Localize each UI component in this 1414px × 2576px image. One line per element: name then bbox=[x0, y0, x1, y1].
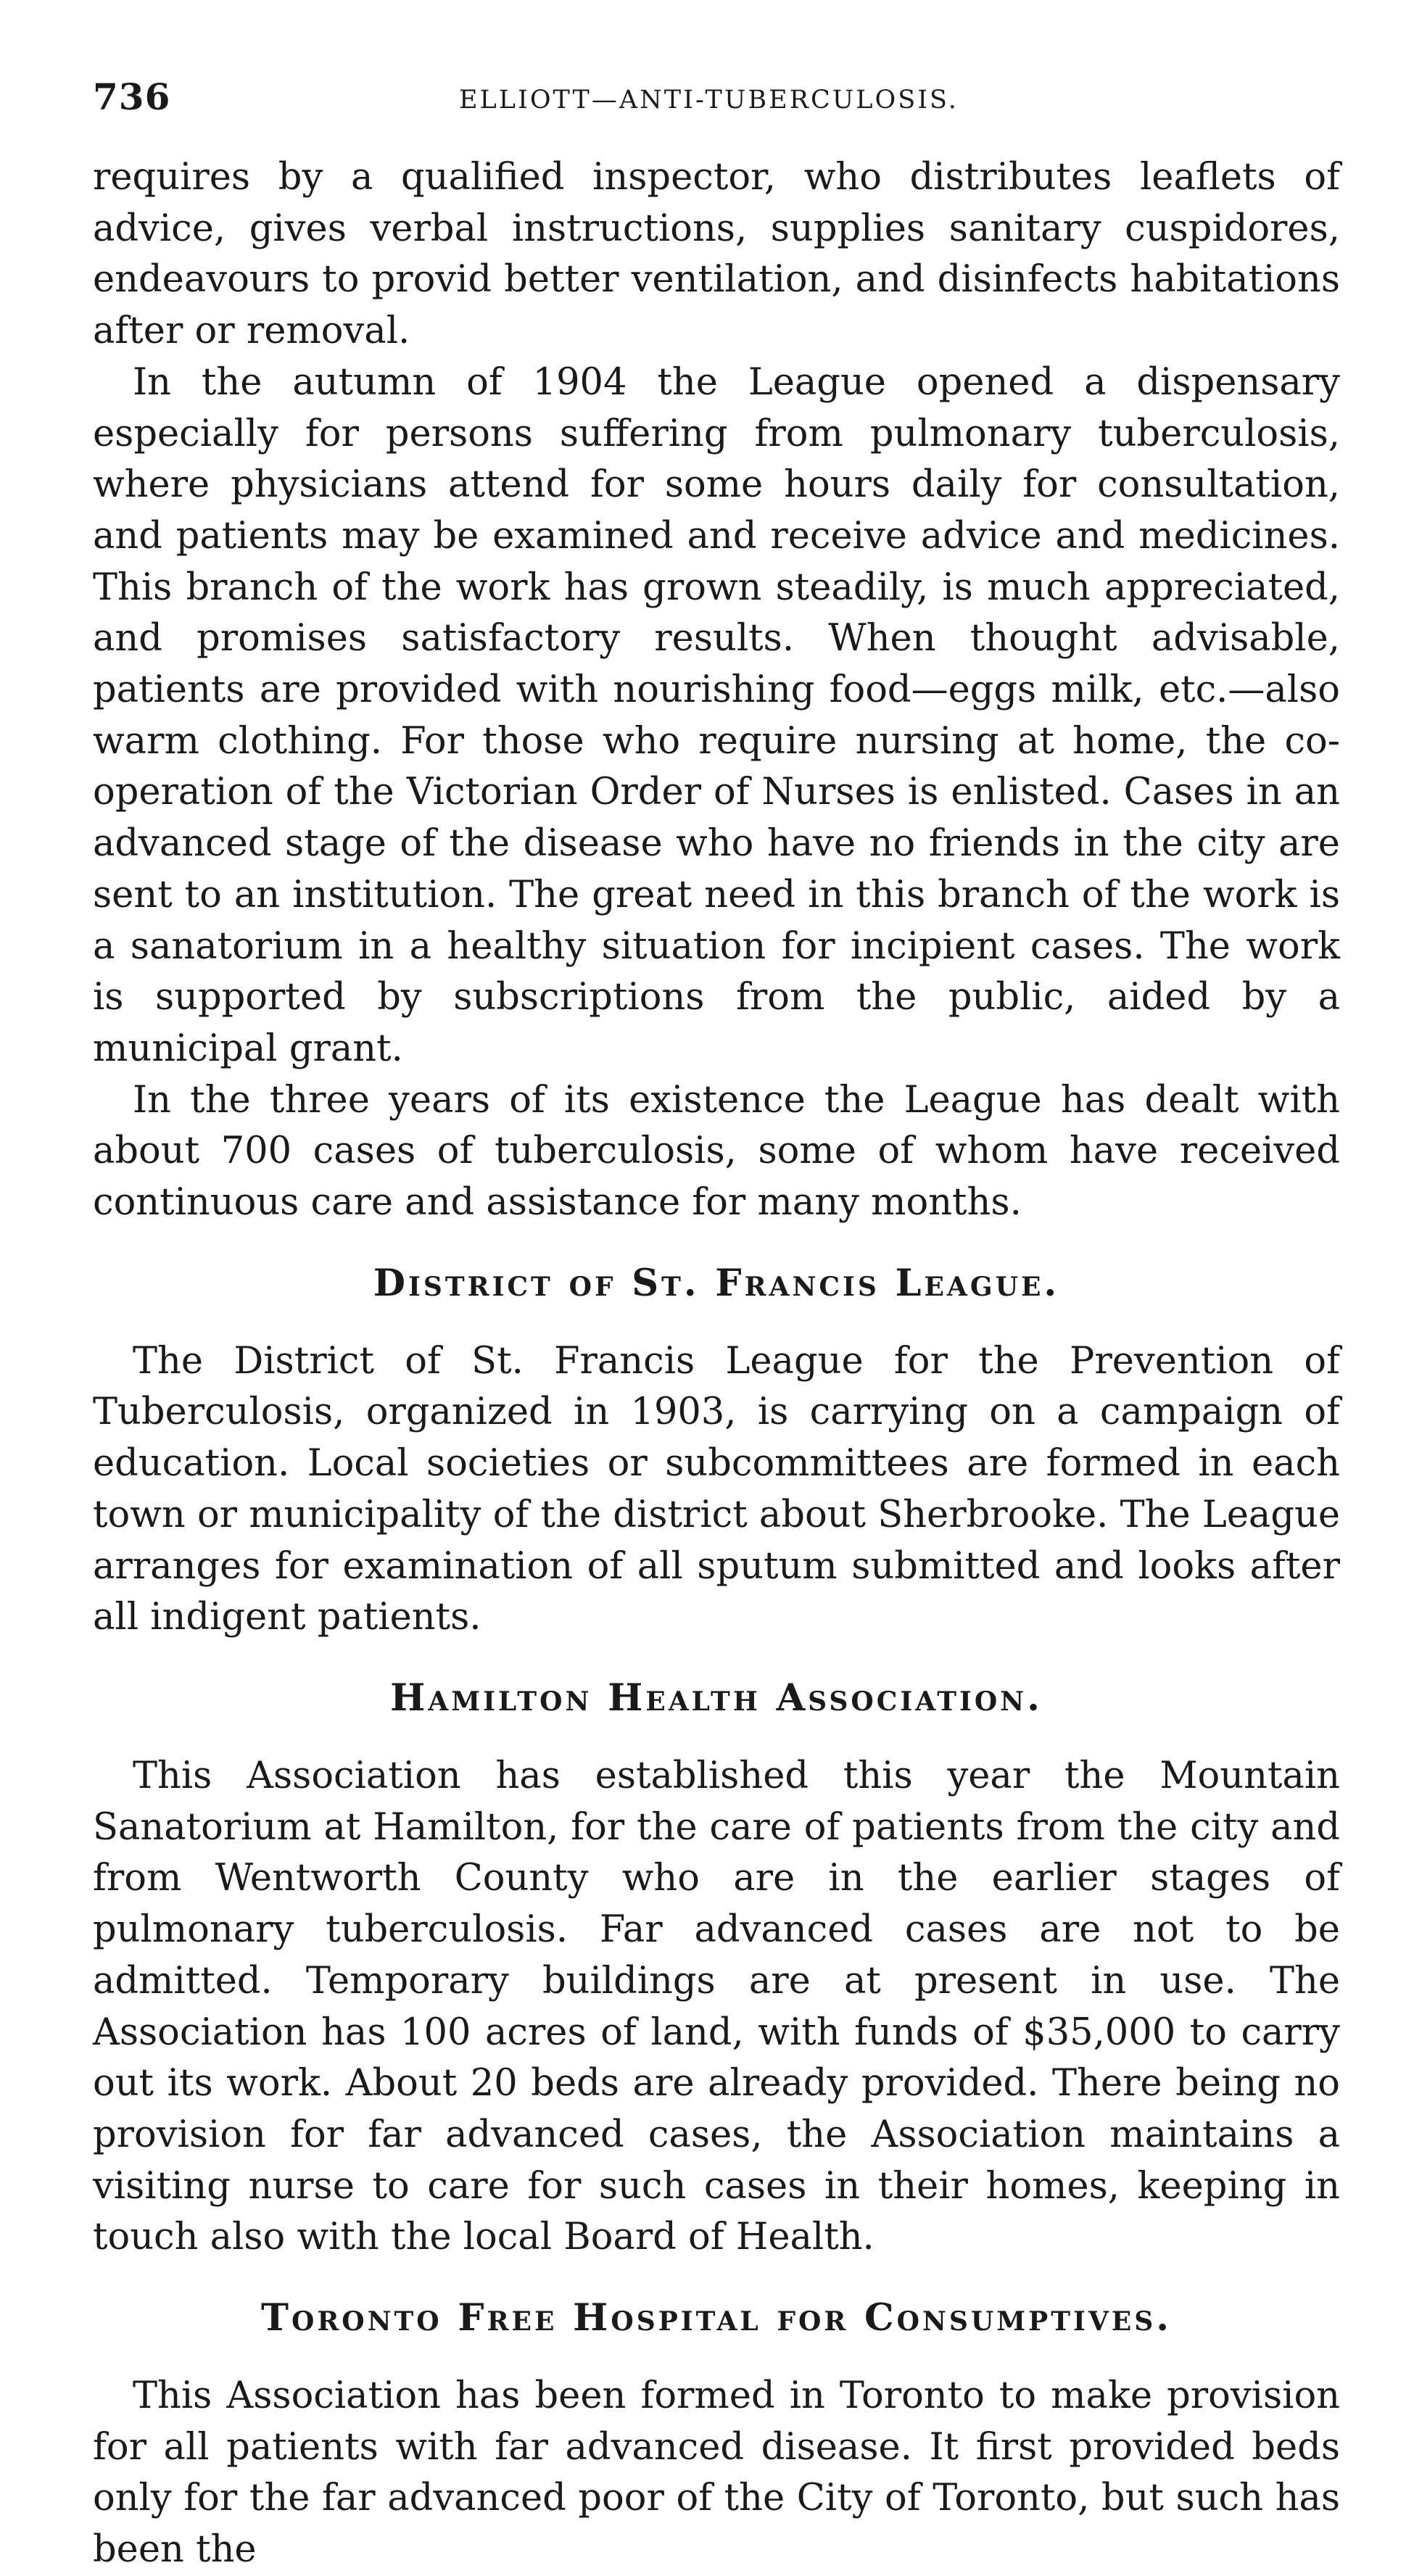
running-header bbox=[93, 75, 1355, 126]
paragraph-three-years: In the three years of its existence the League has dealt with about 700 cases of tuberculosis, some of whom have received continuous care and assistance for many months. bbox=[93, 1078, 1340, 1225]
paragraph-dispensary: In the autumn of 1904 the League opened a dispensary especially for persons suffering from pulmonary tuberculosis, where physicians attend for some hours daily for consultation, and patients may be examined and receive advice and medicines. This branch of the work has grown steadily, is much appreciated, and promises satisfactory results. When thought advisable, patients are provided with nourishing food—eggs milk, etc.—also warm clothing. For those who require nursing at home, the co-operation of the Victorian Order of Nurses is enlisted. Cases in an advanced stage of the disease who have no friends in the city are sent to an institution. The great need in this branch of the work is a sanatorium in a healthy situation for incipient cases. The work is supported by subscriptions from the public, aided by a municipal grant. bbox=[93, 360, 1340, 1070]
paragraph-inspector: requires by a qualified inspector, who distributes leaflets of advice, gives verbal instructions, supplies sanitary cuspidores, endeavours to provid better ventilation, and disinfects habitations after or removal. bbox=[93, 156, 1340, 353]
section-heading-hamilton: Hamilton Health Association. bbox=[390, 1676, 1043, 1720]
section-heading-toronto: Toronto Free Hospital for Consumptives. bbox=[261, 2296, 1172, 2340]
paragraph-st-francis: The District of St. Francis League for the Prevention of Tuberculosis, organized in 1903, is carrying on a campaign of education. Local societies or subcommittees are formed in each town or municipality of the district about Sherbrooke. The League arranges for examination of all sputum submitted and looks after all indigent patients. bbox=[93, 1339, 1340, 1639]
page-number: 736 bbox=[93, 75, 171, 118]
body-text bbox=[93, 152, 1340, 2576]
running-title: ELLIOTT—ANTI-TUBERCULOSIS. bbox=[459, 86, 959, 115]
section-heading-st-francis: District of St. Francis League. bbox=[373, 1261, 1060, 1305]
paragraph-toronto: This Association has been formed in Toronto to make provision for all patients with far advanced disease. It first provided beds only for the far advanced poor of the City of Toronto, but such has been the bbox=[93, 2374, 1340, 2572]
paragraph-hamilton: This Association has established this year the Mountain Sanatorium at Hamilton, for the care of patients from the city and from Wentworth County who are in the earlier stages of pulmonary tuberculosis. Far advanced cases are not to be admitted. Temporary buildings are at present in use. The Association has 100 acres of land, with funds of $35,000 to carry out its work. About 20 beds are already provided. There being no provision for far advanced cases, the Association maintains a visiting nurse to care for such cases in their homes, keeping in touch also with the local Board of Health. bbox=[93, 1754, 1340, 2259]
